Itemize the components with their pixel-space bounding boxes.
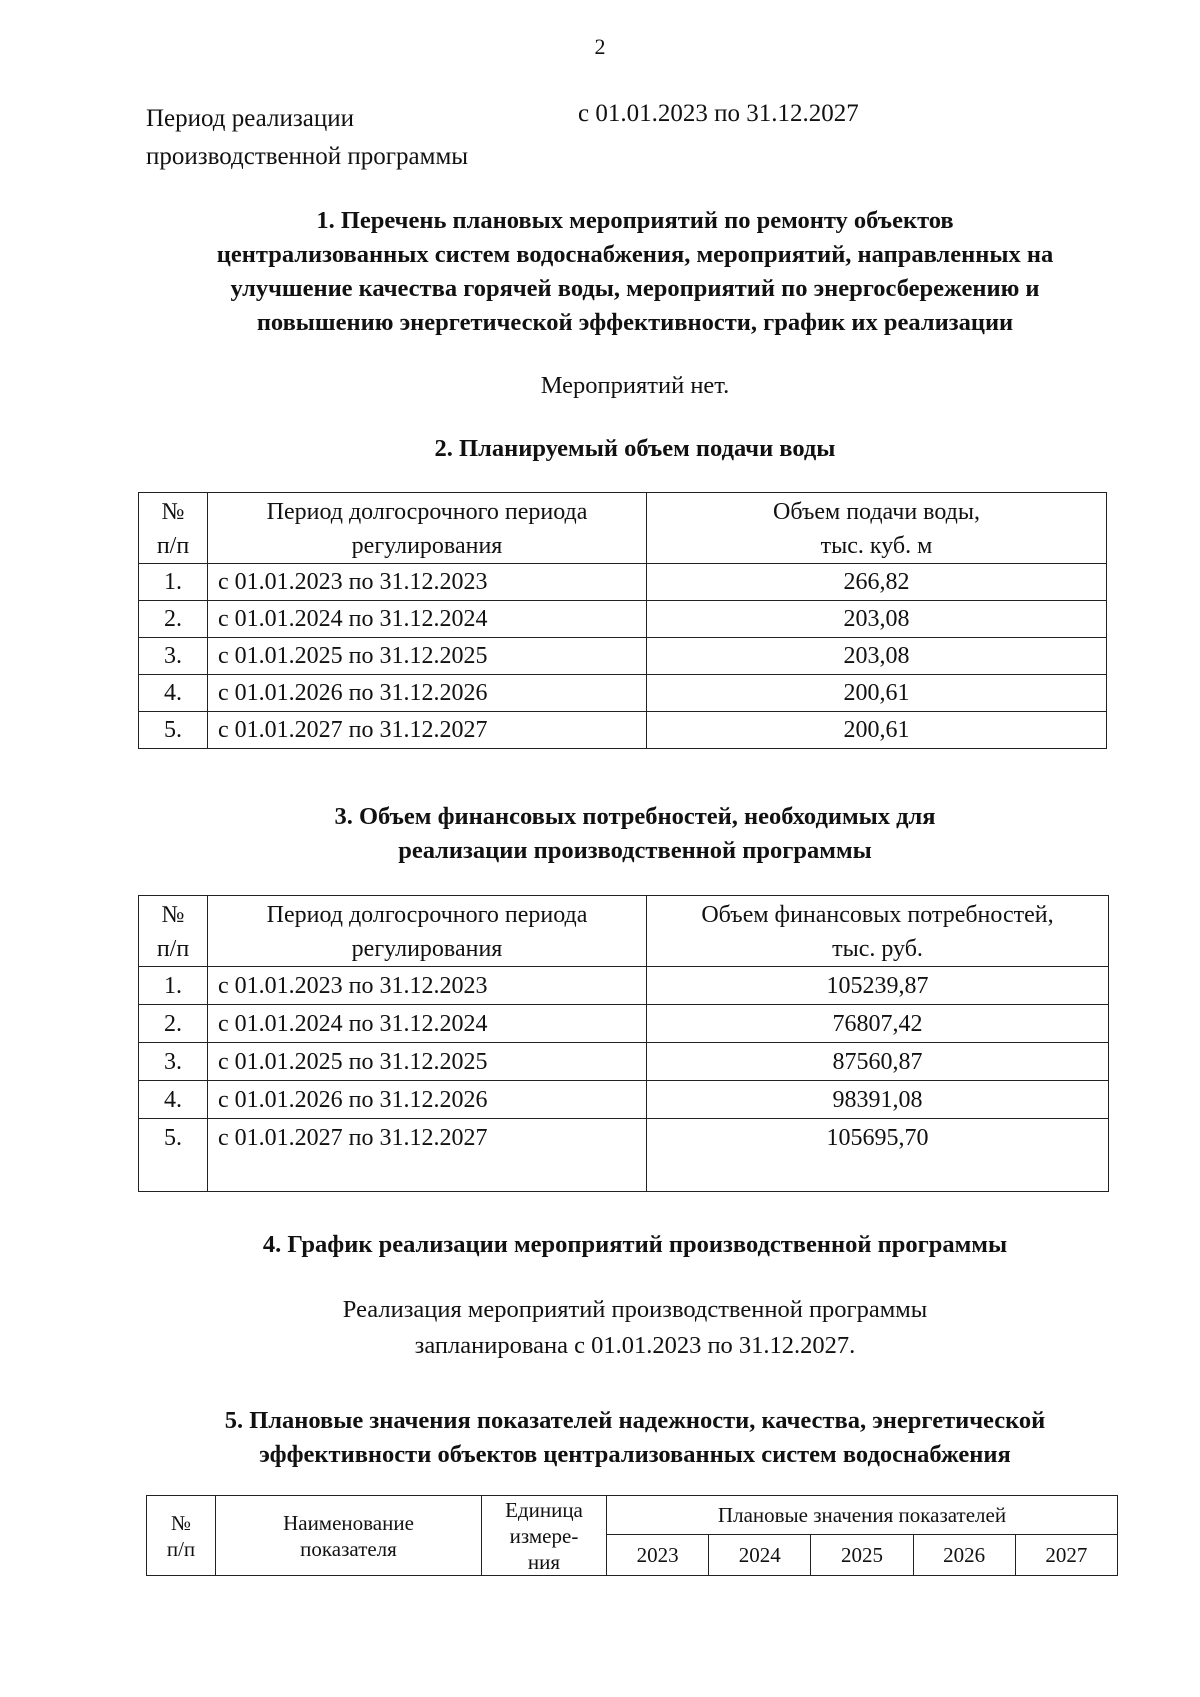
row-value: 200,61 [647, 712, 1107, 749]
section4-text-line2: запланирована с 01.01.2023 по 31.12.2027. [414, 1332, 856, 1359]
table-row [139, 967, 1109, 1005]
header-period [208, 896, 647, 967]
header-plan-values: Плановые значения показателей [607, 1496, 1118, 1535]
header-num-line2: п/п [166, 1536, 196, 1561]
table-row [139, 638, 1107, 675]
header-value-line1: Объем подачи воды, [773, 499, 980, 525]
financial-needs-table [138, 895, 1109, 1192]
section5-title [140, 1404, 1130, 1472]
row-num: 1. [139, 967, 208, 1005]
header-num-line2: п/п [156, 533, 190, 559]
row-num: 3. [139, 1043, 208, 1081]
table-row [139, 712, 1107, 749]
row-period: с 01.01.2026 по 31.12.2026 [208, 675, 647, 712]
period-value: с 01.01.2023 по 31.12.2027 [578, 100, 859, 127]
header-value-line2: тыс. куб. м [820, 533, 933, 559]
table-row [139, 601, 1107, 638]
header-name [216, 1496, 482, 1576]
header-value [647, 493, 1107, 564]
section4-text-line1: Реализация мероприятий производственной программы [342, 1296, 928, 1323]
header-name-line2: показателя [300, 1536, 397, 1561]
row-period: с 01.01.2023 по 31.12.2023 [208, 967, 647, 1005]
header-year: 2027 [1015, 1535, 1117, 1576]
row-num: 5. [139, 712, 208, 749]
section1-title [140, 204, 1130, 340]
section5-title-line2: эффективности объектов централизованных систем водоснабжения [259, 1441, 1011, 1468]
row-period: с 01.01.2025 по 31.12.2025 [208, 638, 647, 675]
row-value: 203,08 [647, 638, 1107, 675]
header-value-line2: тыс. руб. [832, 936, 923, 962]
header-value-line1: Объем финансовых потребностей, [701, 902, 1054, 928]
row-value: 76807,42 [647, 1005, 1109, 1043]
row-value: 266,82 [647, 564, 1107, 601]
table-row [139, 1119, 1109, 1192]
row-num: 4. [139, 1081, 208, 1119]
section1-title-line: повышению энергетической эффективности, график их реализации [256, 309, 1014, 336]
section5-title-line1: 5. Плановые значения показателей надежности, качества, энергетической [224, 1407, 1046, 1434]
table-row [139, 1005, 1109, 1043]
section2-title: 2. Планируемый объем подачи воды [434, 435, 836, 462]
header-unit [482, 1496, 607, 1576]
row-num: 2. [139, 1005, 208, 1043]
header-year: 2023 [607, 1535, 709, 1576]
section1-title-line: централизованных систем водоснабжения, мероприятий, направленных на [216, 241, 1054, 268]
row-num: 5. [139, 1119, 208, 1192]
row-num: 2. [139, 601, 208, 638]
header-num [139, 493, 208, 564]
row-period: с 01.01.2024 по 31.12.2024 [208, 601, 647, 638]
header-num [139, 896, 208, 967]
row-value: 200,61 [647, 675, 1107, 712]
row-num: 3. [139, 638, 208, 675]
row-value: 203,08 [647, 601, 1107, 638]
row-num: 4. [139, 675, 208, 712]
page-number: 2 [594, 34, 606, 59]
row-period: с 01.01.2027 по 31.12.2027 [208, 712, 647, 749]
header-period-line1: Период долгосрочного периода [266, 499, 588, 525]
header-year: 2025 [811, 1535, 913, 1576]
period-label [146, 100, 526, 176]
section3-title-line1: 3. Объем финансовых потребностей, необходимых для [334, 803, 936, 830]
row-period: с 01.01.2024 по 31.12.2024 [208, 1005, 647, 1043]
table-row [139, 1081, 1109, 1119]
header-num-line1: № [161, 499, 185, 525]
table-header-row [139, 493, 1107, 564]
table-row [139, 675, 1107, 712]
header-num-line1: № [170, 1510, 192, 1535]
section1-text: Мероприятий нет. [540, 372, 730, 399]
header-period-line2: регулирования [351, 936, 503, 962]
section4-text [140, 1292, 1130, 1364]
table-header-row [147, 1496, 1118, 1535]
header-unit-line3: ния [527, 1549, 561, 1574]
table-row [139, 1043, 1109, 1081]
header-value [647, 896, 1109, 967]
row-period: с 01.01.2023 по 31.12.2023 [208, 564, 647, 601]
header-year: 2026 [913, 1535, 1015, 1576]
header-name-line1: Наименование [283, 1510, 414, 1535]
header-num-line1: № [161, 902, 185, 928]
table-header-row [139, 896, 1109, 967]
section3-title [140, 800, 1130, 868]
row-value: 105239,87 [647, 967, 1109, 1005]
header-num [147, 1496, 216, 1576]
section4-title: 4. График реализации мероприятий производственной программы [262, 1231, 1008, 1258]
header-period [208, 493, 647, 564]
row-period: с 01.01.2027 по 31.12.2027 [208, 1119, 647, 1192]
header-period-line2: регулирования [351, 533, 503, 559]
header-unit-line1: Единица [505, 1497, 583, 1522]
row-period: с 01.01.2025 по 31.12.2025 [208, 1043, 647, 1081]
indicators-table [146, 1495, 1118, 1576]
table-row [139, 564, 1107, 601]
section1-title-line: улучшение качества горячей воды, мероприятий по энергосбережению и [230, 275, 1040, 302]
row-period: с 01.01.2026 по 31.12.2026 [208, 1081, 647, 1119]
header-num-line2: п/п [156, 936, 190, 962]
row-value: 105695,70 [647, 1119, 1109, 1192]
period-label-line2: производственной программы [146, 143, 469, 170]
header-year: 2024 [709, 1535, 811, 1576]
header-period-line1: Период долгосрочного периода [266, 902, 588, 928]
section3-title-line2: реализации производственной программы [398, 837, 872, 864]
row-value: 98391,08 [647, 1081, 1109, 1119]
header-unit-line2: измере- [509, 1523, 579, 1548]
row-num: 1. [139, 564, 208, 601]
row-value: 87560,87 [647, 1043, 1109, 1081]
period-label-line1: Период реализации [146, 105, 354, 132]
water-supply-table [138, 492, 1107, 749]
section1-title-line: 1. Перечень плановых мероприятий по ремонту объектов [316, 207, 954, 234]
